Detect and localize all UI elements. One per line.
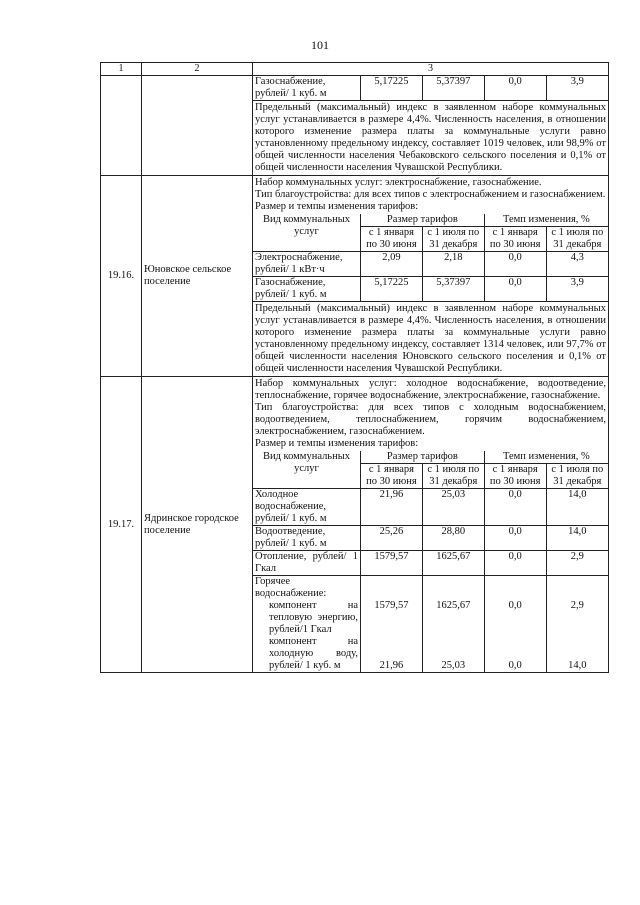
value-cell: 0,0 bbox=[484, 526, 546, 551]
value-cell: 14,0 bbox=[546, 526, 608, 551]
value-cell: 0,0 bbox=[508, 600, 522, 611]
value-cell: 1625,67 bbox=[422, 551, 484, 576]
rates-table bbox=[253, 451, 608, 672]
service-name: Газоснабжение, рублей/ 1 куб. м bbox=[253, 277, 361, 302]
header-col-1: 1 bbox=[101, 63, 142, 76]
table-row bbox=[253, 551, 608, 576]
col-period: с 1 января по 30 июня bbox=[361, 227, 423, 252]
service-name: Горячее водоснабжение: bbox=[255, 576, 327, 599]
service-name: Отопление, рублей/ 1 Гкал bbox=[253, 551, 361, 576]
value-cell: 0,0 bbox=[484, 551, 546, 576]
col-tariff-size: Размер тарифов bbox=[361, 214, 485, 227]
service-set-text: Набор коммунальных услуг: холодное водоснабжение, водоотведение, теплоснабжение, горячее водоснабжение, электроснабжение, газоснабжение. bbox=[255, 378, 606, 401]
value-cell: 14,0 bbox=[568, 660, 587, 671]
col-service: Вид коммунальных услуг bbox=[253, 451, 361, 489]
value-cell: 1625,67 bbox=[436, 600, 471, 611]
value-cell: 1579,57 bbox=[374, 600, 409, 611]
hot-water-cold-component: компонент на холодную воду, рублей/ 1 куб. м bbox=[269, 636, 358, 671]
value-cell: 5,17225 bbox=[361, 76, 423, 101]
page-number: 101 bbox=[311, 38, 329, 52]
value-cell: 1579,57 bbox=[361, 551, 423, 576]
value-cell: 5,37397 bbox=[422, 277, 484, 302]
header-col-2: 2 bbox=[142, 63, 253, 76]
continuation-rates-table bbox=[253, 76, 608, 101]
col-period: с 1 января по 30 июня bbox=[484, 464, 546, 489]
value-cell: 4,3 bbox=[546, 252, 608, 277]
col-period: с 1 июля по 31 декабря bbox=[546, 227, 608, 252]
service-name: Холодное водоснабжение, рублей/ 1 куб. м bbox=[253, 489, 361, 526]
table-row bbox=[253, 76, 608, 101]
settlement-row-19-17 bbox=[101, 377, 609, 673]
rates-title: Размер и темпы изменения тарифов: bbox=[255, 438, 419, 449]
col-change-rate: Темп изменения, % bbox=[484, 214, 608, 227]
service-name: Электроснабжение, рублей/ 1 кВт·ч bbox=[253, 252, 361, 277]
value-cell: 3,9 bbox=[546, 277, 608, 302]
value-cell: 25,03 bbox=[422, 489, 484, 526]
table-header-row bbox=[253, 214, 608, 227]
col-change-rate: Темп изменения, % bbox=[484, 451, 608, 464]
service-name: Водоотведение, рублей/ 1 куб. м bbox=[253, 526, 361, 551]
rates-table bbox=[253, 214, 608, 302]
limit-index-text: Предельный (максимальный) индекс в заявленном наборе коммунальных услуг устанавливается в размере 4,4%. Численность населения, в отношении которого изменение размера платы за коммунальные услуги равно установленному предельному индексу, составляет 1019 человек, или 98,9% от общей численности населения Чебаковского сельского поселения и 0,1% от общей численности населения Чувашской Республики. bbox=[255, 102, 606, 173]
rates-title: Размер и темпы изменения тарифов: bbox=[255, 201, 419, 212]
value-cell: 25,26 bbox=[361, 526, 423, 551]
table-row bbox=[253, 526, 608, 551]
tariff-table bbox=[100, 62, 609, 673]
value-cell: 14,0 bbox=[546, 489, 608, 526]
value-cell: 21,96 bbox=[379, 660, 404, 671]
col-service: Вид коммунальных услуг bbox=[253, 214, 361, 252]
col-tariff-size: Размер тарифов bbox=[361, 451, 485, 464]
table-header-row bbox=[253, 451, 608, 464]
header-row bbox=[101, 63, 609, 76]
table-row bbox=[253, 252, 608, 277]
value-cell: 28,80 bbox=[422, 526, 484, 551]
table-row bbox=[253, 277, 608, 302]
col-period: с 1 января по 30 июня bbox=[484, 227, 546, 252]
table-row bbox=[253, 489, 608, 526]
value-cell: 0,0 bbox=[508, 660, 522, 671]
value-cell: 3,9 bbox=[546, 76, 608, 101]
value-cell: 5,37397 bbox=[422, 76, 484, 101]
col-period: с 1 июля по 31 декабря bbox=[422, 227, 484, 252]
hot-water-heat-component: компонент на тепловую энергию, рублей/1 Гкал bbox=[269, 600, 358, 635]
settlement-name: Ядринское городское поселение bbox=[142, 377, 253, 673]
settlement-name: Юновское сельское поселение bbox=[142, 176, 253, 377]
col-period: с 1 января по 30 июня bbox=[361, 464, 423, 489]
value-cell: 0,0 bbox=[484, 489, 546, 526]
value-cell: 0,0 bbox=[484, 76, 546, 101]
value-cell: 0,0 bbox=[484, 252, 546, 277]
improvement-type-text: Тип благоустройства: для всех типов с электроснабжением и газоснабжением. bbox=[255, 189, 606, 200]
col-period: с 1 июля по 31 декабря bbox=[546, 464, 608, 489]
value-cell: 2,18 bbox=[422, 252, 484, 277]
row-number: 19.17. bbox=[101, 377, 142, 673]
service-set-text: Набор коммунальных услуг: электроснабжение, газоснабжение. bbox=[255, 177, 542, 188]
limit-index-text: Предельный (максимальный) индекс в заявленном наборе коммунальных услуг устанавливается в размере 4,4%. Численность населения, в отношении которого изменение размера платы за коммунальные услуги равно установленному предельному индексу, составляет 1314 человек, или 97,7% от общей численности населения Юновского сельского поселения и 0,1% от общей численности населения Чувашской Республики. bbox=[255, 303, 606, 374]
row-number: 19.16. bbox=[101, 176, 142, 377]
value-cell: 21,96 bbox=[361, 489, 423, 526]
header-col-3: 3 bbox=[253, 63, 609, 76]
settlement-row-19-16 bbox=[101, 176, 609, 377]
improvement-type-text: Тип благоустройства: для всех типов с холодным водоснабжением, водоотведением, теплоснабжением, горячим водоснабжением, электроснабжением, газоснабжением. bbox=[255, 402, 606, 437]
continuation-row bbox=[101, 76, 609, 176]
value-cell: 2,9 bbox=[546, 551, 608, 576]
value-cell: 2,09 bbox=[361, 252, 423, 277]
value-cell: 25,03 bbox=[441, 660, 466, 671]
value-cell: 5,17225 bbox=[361, 277, 423, 302]
service-name: Газоснабжение, рублей/ 1 куб. м bbox=[253, 76, 361, 101]
table-row-hot-water bbox=[253, 576, 608, 673]
col-period: с 1 июля по 31 декабря bbox=[422, 464, 484, 489]
value-cell: 2,9 bbox=[570, 600, 584, 611]
value-cell: 0,0 bbox=[484, 277, 546, 302]
